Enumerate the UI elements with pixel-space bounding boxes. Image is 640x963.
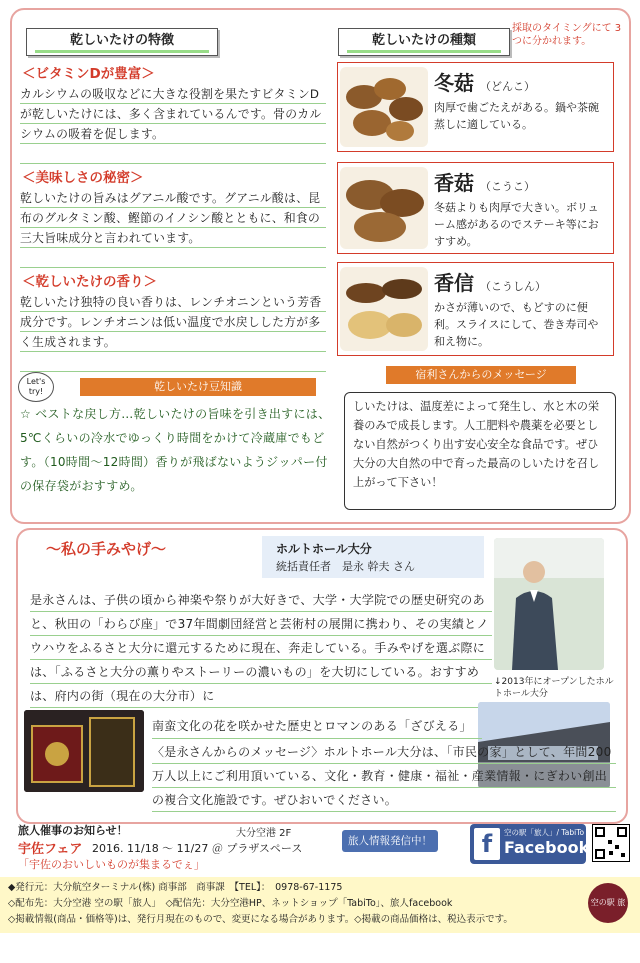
section-text-umami: 乾しいたけの旨みはグアニル酸です。グアニル酸は、昆布のグルタミン酸、鰹節のイノシン酸とともに、和食の三大旨味成分と言われています。 bbox=[20, 188, 326, 268]
mushroom-image-icon bbox=[340, 267, 428, 351]
tabito-logo-text: 空の駅 旅人 bbox=[590, 898, 626, 947]
kouko-photo bbox=[340, 167, 428, 249]
variety-donko bbox=[337, 62, 614, 152]
donko-photo bbox=[340, 67, 428, 147]
mushroom-image-icon bbox=[340, 167, 428, 249]
event-notice: 旅人催事のお知らせ！ bbox=[18, 824, 128, 837]
section-text-vitamin: カルシウムの吸収などに大きな役割を果たすビタミンDが乾しいたけには、多く含まれているんです。骨のカルシウムの吸着を促します。 bbox=[20, 84, 326, 164]
facebook-button[interactable] bbox=[470, 824, 590, 864]
souvenir-text-2: 南蛮文化の花を咲かせた歴史とロマンのある「ざびえる」 bbox=[152, 714, 482, 739]
variety-desc-donko: 肉厚で歯ごたえがある。鍋や茶碗蒸しに適している。 bbox=[434, 101, 599, 131]
varieties-header bbox=[338, 28, 510, 56]
message-bar: 宿利さんからのメッセージ bbox=[386, 366, 576, 384]
features-header bbox=[26, 28, 218, 56]
variety-name-donko: 冬菇 （どんこ） bbox=[434, 71, 535, 95]
facebook-label: Facebook bbox=[504, 838, 590, 857]
variety-kouko bbox=[337, 162, 614, 254]
variety-desc-koushin: かさが薄いので、もどすのに便利。スライスにして、巻き寿司や和え物に。 bbox=[434, 301, 599, 348]
souvenir-title: ～私の手みやげ～ bbox=[46, 540, 167, 558]
product-photo bbox=[24, 710, 144, 792]
footer bbox=[0, 877, 640, 947]
souvenir-text-1: 是永さんは、子供の頃から神楽や祭りが大好きで、大学・大学院での歴史研究のあと、秋田の「わらび座」で37年間劇団経営と芸術村の展開に携わり、その実績とノウハウをふるさと大分に還元するために現在、奔走している。手みやげを選ぶ際には、「ふるさと大分の薫りやストーリーの濃いもの」を大切にしている。おすすめは、府内の街（現在の大分市）に bbox=[30, 588, 492, 708]
event-date: 2016. 11/18 ～ 11/27 ＠ プラザスペース bbox=[92, 842, 303, 855]
variety-koushin bbox=[337, 262, 614, 356]
event-tagline: 「宇佐のおいしいものが集まるでぇ」 bbox=[18, 858, 205, 871]
souvenir-text-3: 〈是永さんからのメッセージ〉ホルトホール大分は、「市民の家」として、年間200万人以上にご利用頂いている、文化・教育・健康・福祉・産業情報・にぎわい創出の複合文化施設です。ぜひおいでください。 bbox=[152, 740, 616, 812]
product-image-icon bbox=[24, 710, 144, 792]
tabito-badge[interactable]: 旅人情報発信中！ bbox=[342, 830, 438, 852]
section-title-umami: ＜美味しさの秘密＞ bbox=[22, 170, 144, 186]
mushroom-image-icon bbox=[340, 67, 428, 147]
variety-desc-kouko: 冬菇よりも肉厚で大きい。ボリューム感があるのでステーキ等におすすめ。 bbox=[434, 201, 599, 248]
features-header-text: 乾しいたけの特徴 bbox=[69, 33, 174, 48]
person-photo-icon bbox=[494, 538, 604, 670]
qr-code-icon bbox=[593, 825, 629, 861]
event-fair: 宇佐フェア bbox=[18, 842, 83, 857]
tabito-logo bbox=[588, 883, 628, 947]
qr-code[interactable] bbox=[592, 824, 630, 862]
section-title-vitamin: ＜ビタミンDが豊富＞ bbox=[22, 66, 155, 82]
message-box: しいたけは、温度差によって発生し、水と木の栄養のみで成長します。人工肥料や農薬を必要としない自然がつくり出す安心安全な食品です。ぜひ大分の大自然の中で育った最高のしいたけを召し上がって下さい！ bbox=[344, 392, 616, 510]
facebook-small-label: 空の駅「旅人」/ TabiTo bbox=[504, 828, 585, 837]
event-venue-floor: 大分空港 2F bbox=[236, 828, 292, 839]
knowledge-bar: 乾しいたけ豆知識 bbox=[80, 378, 316, 396]
person-photo bbox=[494, 538, 604, 670]
variety-name-kouko: 香菇 （こうこ） bbox=[434, 171, 535, 195]
footer-line-3: ◇掲載情報(商品・価格等)は、発行月現在のもので、変更になる場合があります。◇掲載の商品価格は、税込表示です。 bbox=[8, 914, 513, 925]
person-role: 統括責任者 是永 幹夫 さん bbox=[276, 560, 415, 573]
varieties-note: 採取のタイミングにて 3つに分かれます。 bbox=[512, 23, 622, 47]
person-box bbox=[262, 536, 484, 578]
person-org: ホルトホール大分 bbox=[276, 542, 372, 556]
facebook-icon: f bbox=[474, 828, 500, 860]
variety-name-koushin: 香信 （こうしん） bbox=[434, 271, 546, 295]
lets-try-badge: Let's try! bbox=[18, 372, 54, 402]
footer-line-2: ◇配布先：大分空港 空の駅「旅人」 ◇配信先：大分空港HP、ネットショップ「TabiTo」、旅人facebook bbox=[8, 898, 453, 909]
footer-line-1: ◆発行元：大分航空ターミナル(株) 商事部 商事課 【TEL】： 0978-67-1175 bbox=[8, 882, 343, 893]
photo-caption: ↓2013年にオープンしたホルトホール大分 bbox=[494, 677, 614, 699]
koushin-photo bbox=[340, 267, 428, 351]
varieties-header-text: 乾しいたけの種類 bbox=[371, 33, 476, 48]
knowledge-text: ☆ ベストな戻し方…乾しいたけの旨味を引き出すには、5℃くらいの冷水でゆっくり時間をかけて冷蔵庫でもどす。（10時間～12時間）香りが飛ばないようジッパー付の保存袋がおすすめ。 bbox=[20, 407, 331, 493]
section-title-aroma: ＜乾しいたけの香り＞ bbox=[22, 274, 157, 290]
section-text-aroma: 乾しいたけ独特の良い香りは、レンチオニンという芳香成分です。レンチオニンは低い温度で水戻しした方が多く生成されます。 bbox=[20, 292, 326, 372]
